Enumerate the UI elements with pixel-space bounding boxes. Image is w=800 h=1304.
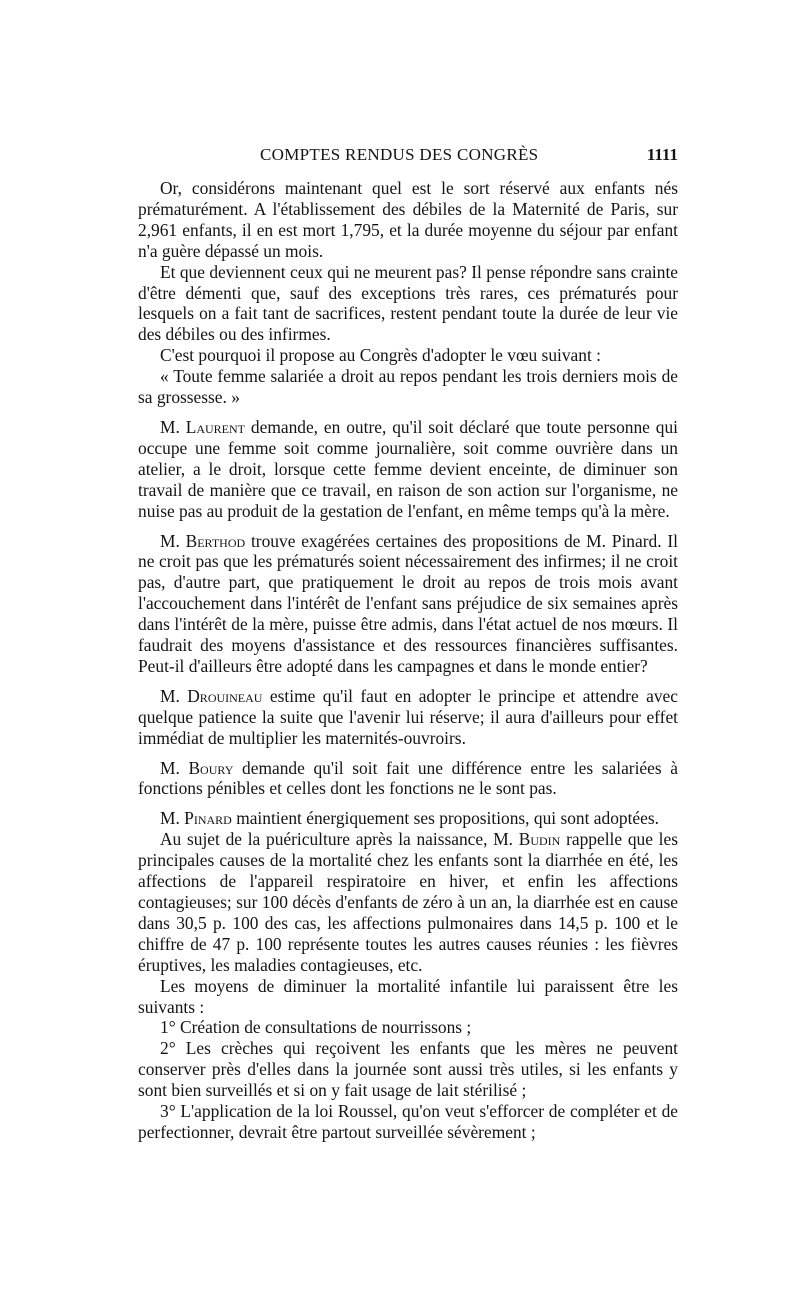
paragraph: Or, considérons maintenant quel est le sort réservé aux enfants nés prématurément. A l'établissement des débiles de la Maternité de Paris, sur 2,961 enfants, il en est mort 1,795, et la durée moyenne du séjour par enfant n'a guère dépassé un mois. (138, 178, 678, 261)
speaker-prefix: M. (160, 416, 186, 437)
speaker-name: Boury (188, 757, 234, 778)
vow-quote: « Toute femme salariée a droit au repos pendant les trois derniers mois de sa grossesse. » (138, 366, 678, 408)
paragraph-text: Au sujet de la puériculture après la naissance, M. (160, 829, 519, 850)
list-item: 1° Création de consultations de nourrissons ; (160, 1017, 472, 1038)
paragraph: Les moyens de diminuer la mortalité infantile lui paraissent être les suivants : (138, 975, 678, 1017)
paragraph-text: demande qu'il soit fait une différence entre les salariées à fonctions pénibles et celles dont les fonctions ne le sont pas. (138, 757, 678, 799)
speaker-name: Berthod (185, 530, 246, 551)
speaker-prefix: M. (160, 685, 188, 706)
list-item: 3° L'application de la loi Roussel, qu'on veut s'efforcer de compléter et de perfectionner, devrait être partout surveillée sévèrement ; (138, 1101, 678, 1142)
paragraph-text: trouve exagérées certaines des propositions de M. Pinard. Il ne croit pas que les prématurés soient nécessairement des infirmes; il ne croit pas, d'autre part, que pratiquement le droit au repos de trois mois avant l'accouchement dans l'intérêt de l'enfant sans préjudice de six semaines après dans l'intérêt de la mère, puisse être admis, dans l'état actuel de nos mœurs. Il faudrait des moyens d'assistance et des ressources financières suffisantes. Peut-il d'ailleurs être adopté dans les campagnes et dans le monde entier? (138, 530, 678, 676)
article-body (138, 178, 678, 1143)
paragraph: C'est pourquoi il propose au Congrès d'adopter le vœu suivant : (160, 345, 601, 366)
paragraph-speaker (138, 808, 678, 829)
speaker-prefix: M. (160, 530, 186, 551)
speaker-prefix: M. (160, 757, 189, 778)
paragraph-text: estime qu'il faut en adopter le principe et attendre avec quelque patience la suite que l'avenir lui réserve; il aura d'ailleurs pour effet immédiat de multiplier les maternités-ouvroirs. (138, 685, 678, 748)
paragraph: Et que deviennent ceux qui ne meurent pas? Il pense répondre sans crainte d'être démenti que, sauf des exceptions très rares, ces prématurés pour lesquels on a fait tant de sacrifices, restent pendant toute la durée de leur vie des débiles ou des infirmes. (138, 261, 678, 345)
list-item: 2° Les crèches qui reçoivent les enfants que les mères ne peuvent conserver près d'elles dans la journée sont aussi très utiles, si les enfants y sont bien surveillés et si on y fait usage de lait stérilisé ; (138, 1038, 678, 1101)
paragraph-text: maintient énergiquement ses propositions, qui sont adoptées. (231, 808, 659, 829)
paragraph-speaker (138, 417, 678, 522)
running-header (138, 145, 678, 171)
speaker-name: Drouineau (187, 685, 263, 706)
paragraph-speaker (138, 829, 678, 975)
speaker-name: Laurent (185, 416, 246, 437)
paragraph-text: demande, en outre, qu'il soit déclaré que toute personne qui occupe une femme soit comme journalière, soit comme ouvrière dans un atelier, a le droit, lorsque cette femme devient enceinte, de diminuer son travail de manière que ce travail, en raison de son action sur l'organisme, ne nuise pas au produit de la gestation de l'enfant, en même temps qu'à la mère. (138, 416, 678, 521)
speaker-prefix: M. (160, 808, 185, 829)
speaker-name: Budin (518, 829, 561, 850)
paragraph-speaker (138, 531, 678, 677)
paragraph-speaker (138, 686, 678, 749)
paragraph-text: rappelle que les principales causes de la mortalité chez les enfants sont la diarrhée en été, les affections de l'appareil respiratoire en hiver, et enfin les affections contagieuses; sur 100 décès d'enfants de zéro à un an, la diarrhée est en cause dans 30,5 p. 100 des cas, les affections pulmonaires dans 14,5 p. 100 et le chiffre de 47 p. 100 représente toutes les autres causes réunies : les fièvres éruptives, les maladies contagieuses, etc. (138, 829, 678, 975)
speaker-name: Pinard (184, 808, 232, 829)
running-title: COMPTES RENDUS DES CONGRÈS (260, 145, 539, 164)
page-number: 1111 (646, 145, 678, 164)
paragraph-speaker (138, 758, 678, 800)
